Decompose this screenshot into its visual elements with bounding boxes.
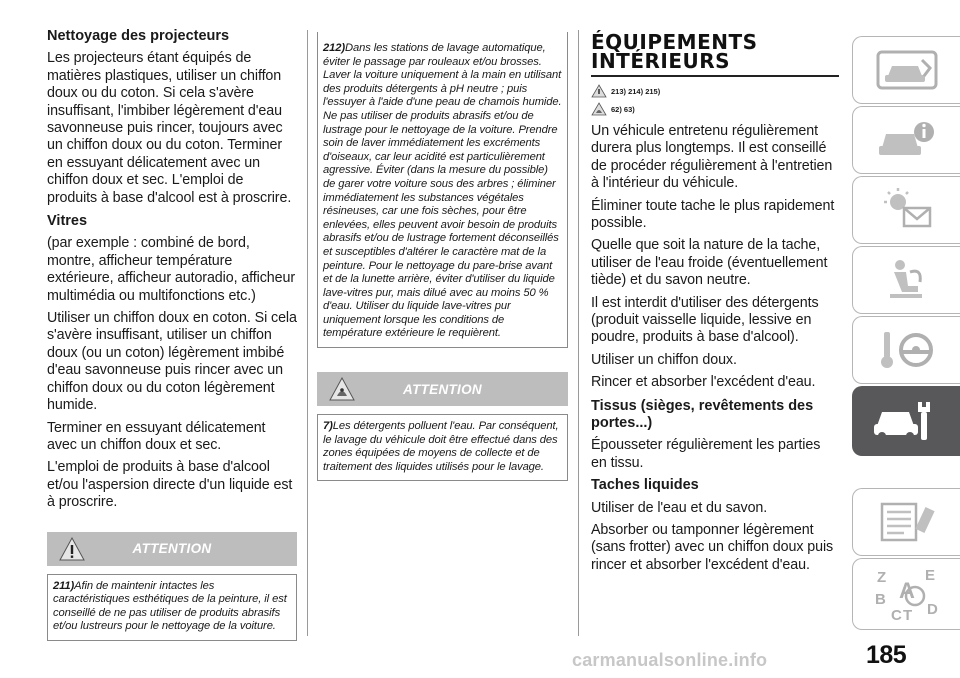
section-title-line: INTÉRIEURS <box>591 49 731 73</box>
warning-triangle-icon <box>591 84 607 98</box>
heading-liquid-stains: Taches liquides <box>591 477 699 494</box>
svg-text:A: A <box>898 578 915 603</box>
svg-text:D: D <box>926 601 938 618</box>
warning-number: 7) <box>323 420 333 433</box>
heading-headlights: Nettoyage des projecteurs <box>47 28 230 44</box>
key-steering-wheel-icon <box>872 326 942 374</box>
column-divider <box>307 30 308 636</box>
svg-text:B: B <box>874 591 886 608</box>
paragraph: Épousseter régulièrement les parties en tissu. <box>591 437 821 471</box>
reference-numbers: 62) 63) <box>611 104 635 114</box>
left-column <box>47 28 297 641</box>
warning-references <box>591 83 839 99</box>
tab-dashboard[interactable] <box>852 36 960 104</box>
section-title-line: ÉQUIPEMENTS <box>591 30 758 54</box>
paragraph: Rincer et absorber l'excédent d'eau. <box>591 374 816 391</box>
tab-safety[interactable] <box>852 246 960 314</box>
reference-numbers: 213) 214) 215) <box>611 86 661 96</box>
car-info-icon <box>872 116 942 164</box>
section-title <box>591 30 839 73</box>
tab-knowing-car[interactable] <box>852 106 960 174</box>
watermark: carmanualsonline.info <box>572 650 768 670</box>
warning-box <box>47 574 297 641</box>
warning-header <box>317 372 568 406</box>
warning-header <box>47 532 297 566</box>
warning-triangle-icon <box>59 537 85 561</box>
warning-box <box>317 32 568 348</box>
tab-maintenance[interactable] <box>852 386 960 456</box>
paragraph: Utiliser de l'eau et du savon. <box>591 499 768 516</box>
tab-technical-data[interactable] <box>852 488 960 556</box>
environment-references <box>591 101 839 117</box>
car-wrench-icon <box>869 396 945 446</box>
warning-box <box>317 414 568 481</box>
airbag-seat-icon <box>872 256 942 304</box>
technical-data-icon <box>872 498 942 546</box>
paragraph: Absorber ou tamponner légèrement (sans frotter) avec un chiffon doux puis rincer et absorber l'excédent d'eau. <box>591 522 834 573</box>
tab-warning-lights[interactable] <box>852 176 960 244</box>
middle-column <box>317 32 568 481</box>
page-number: 185 <box>866 641 907 669</box>
warning-title: ATTENTION <box>403 381 482 397</box>
paragraph: Utiliser un chiffon doux. <box>591 351 737 368</box>
heading-windows: Vitres <box>47 213 88 230</box>
tab-starting-driving[interactable] <box>852 316 960 384</box>
svg-text:C: C <box>890 607 902 624</box>
tab-index[interactable] <box>852 558 960 630</box>
paragraph: Terminer en essuyant délicatement avec un chiffon doux et sec. <box>47 419 266 453</box>
paragraph: L'emploi de produits à base d'alcool et/ou l'aspersion directe d'un liquide est à proscrire. <box>47 459 293 511</box>
warning-text: Les détergents polluent l'eau. Par conséquent, le lavage du véhicule doit être effectué dans des zones équipées de moyens de collecte et de traitement des liquides utilisés pour le lavage. <box>323 420 559 473</box>
alphabetical-index-icon <box>869 564 945 624</box>
warning-text: Dans les stations de lavage automatique, éviter le passage par rouleaux et/ou brosses. Laver la voiture uniquement à la main en utilisant des produits détergents à pH neutre ; puis l'essuyer à l'aide d'une peau de chamois humide. Ne pas utiliser de produits abrasifs et/ou de lustrage pour le nettoyage de la voiture. Prendre soin de laver immédiatement les excréments d'oiseaux, car leur acidité est particulièrement agressive. Éviter (dans la mesure du possible) de garer votre voiture sous des arbres ; éliminer immédiatement les substances végétales résineuses, car une fois sèches, pour être enlevées, elles peuvent avoir besoin de produits abrasifs et/ou de lustrage fortement déconseillés et susceptibles d'altérer le caractère mat de la peinture. Pour le nettoyage du pare-brise avant et de la lunette arrière, éviter d'utiliser du liquide lave-vitres pur, mais dilué avec au moins 50 % d'eau. Utiliser du liquide lave-vitres pur uniquement lorsque les conditions de température extérieure le requièrent. <box>323 42 562 340</box>
svg-text:T: T <box>902 607 912 624</box>
paragraph: Éliminer toute tache le plus rapidement possible. <box>591 197 835 232</box>
column-divider <box>578 30 579 636</box>
warning-number: 211) <box>53 579 75 592</box>
environment-warning-icon <box>591 102 607 116</box>
paragraph: Quelle que soit la nature de la tache, utiliser de l'eau froide (éventuellement tiède) et du savon neutre. <box>591 237 828 289</box>
heading-fabrics: Tissus (sièges, revêtements des portes...) <box>591 397 814 432</box>
title-underline <box>591 75 839 77</box>
paragraph: Les projecteurs étant équipés de matières plastiques, utiliser un chiffon doux ou du coton. Si cela s'avère insuffisant, l'imbiber légèrement d'eau savonneuse puis rincer, toujours avec un chiffon doux ou du coton. Terminer en essuyant délicatement avec un chiffon doux et sec. L'emploi de produits à base d'alcool est à proscrire. <box>47 50 292 206</box>
warning-lights-icon <box>872 186 942 234</box>
car-dashboard-icon <box>872 46 942 94</box>
paragraph: (par exemple : combiné de bord, montre, afficheur température extérieure, afficheur autoradio, afficheur multimédia ou multifonctions etc.) <box>47 235 296 304</box>
warning-number: 212) <box>323 42 345 54</box>
svg-text:E: E <box>924 567 935 584</box>
environment-warning-icon <box>329 377 355 401</box>
paragraph: Utiliser un chiffon doux en coton. Si cela s'avère insuffisant, utiliser un chiffon doux (ou un coton) légèrement imbibé d'eau savonneuse puis rincer avec un chiffon doux ou du coton légèrement humide. <box>47 310 297 414</box>
svg-text:Z: Z <box>876 569 886 586</box>
warning-text: Afin de maintenir intactes les caractéristiques esthétiques de la peinture, il est conseillé de ne pas utiliser de produits abrasifs et/ou lustreurs pour le nettoyage de la voiture. <box>53 579 287 633</box>
paragraph: Il est interdit d'utiliser des détergents (produit vaisselle liquide, lessive en poudre, produits à base d'alcool). <box>591 294 819 346</box>
warning-title: ATTENTION <box>132 541 212 557</box>
right-column <box>591 30 839 579</box>
paragraph: Un véhicule entretenu régulièrement durera plus longtemps. Il est conseillé de procéder régulièrement à l'entretien à l'intérieur du véhicule. <box>591 123 833 192</box>
